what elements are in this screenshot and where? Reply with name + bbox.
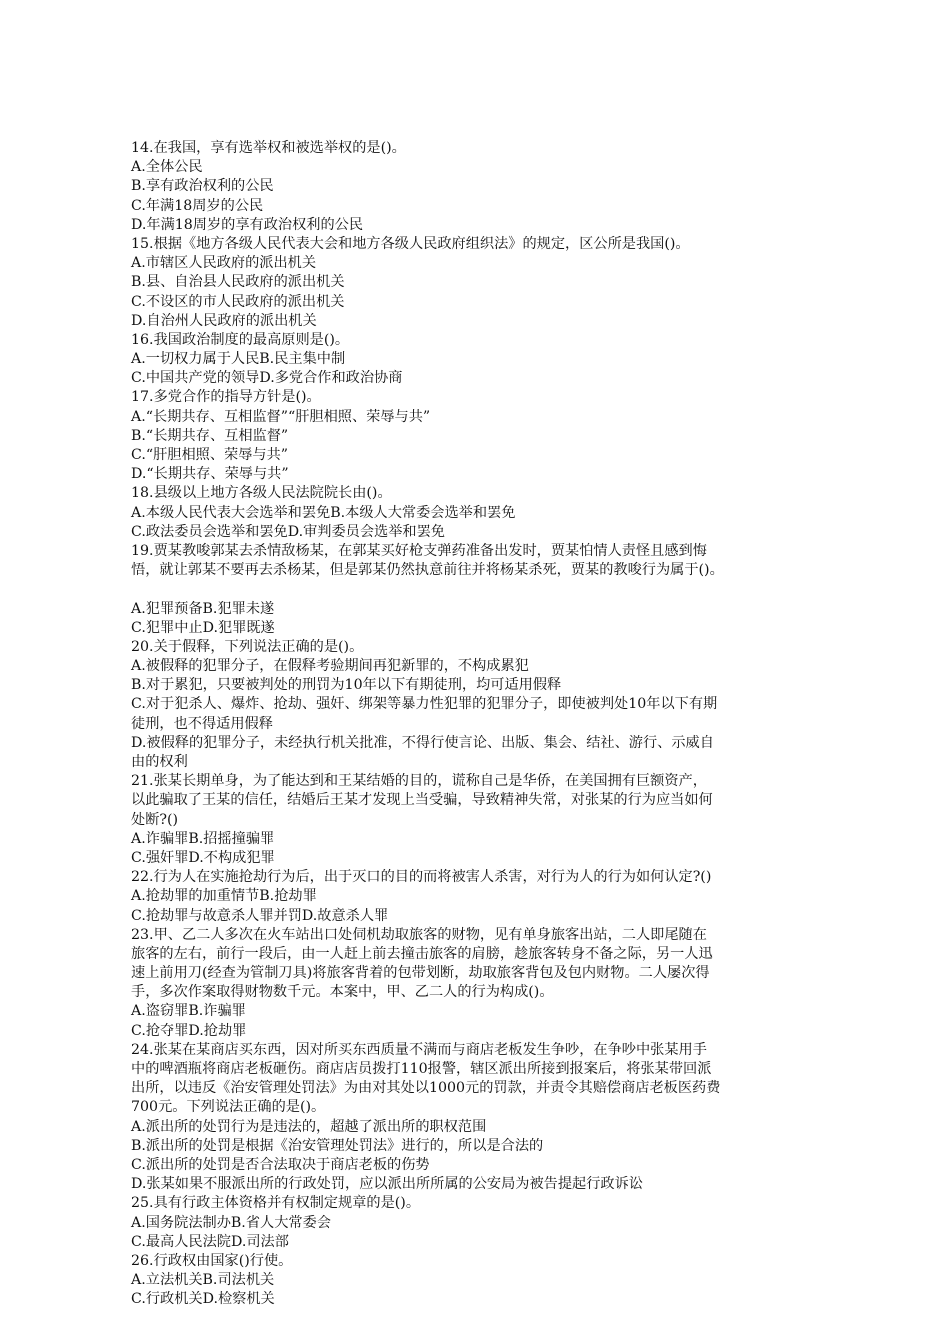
q16-stem: 16.我国政治制度的最高原则是()。 [131, 331, 350, 348]
q17-option-a: A.“长期共存、互相监督”“肝胆相照、荣辱与共” [131, 408, 431, 425]
q15-option-a: A.市辖区人民政府的派出机关 [131, 255, 317, 272]
q20-option-c-line-1: C.对于犯杀人、爆炸、抢劫、强奸、绑架等暴力性犯罪的犯罪分子，即使被判处10年以下有期 [131, 696, 718, 713]
q14-option-c: C.年满18周岁的公民 [131, 197, 264, 214]
q23-stem-line-3: 速上前用刀(经查为管制刀具)将旅客背着的包带划断，劫取旅客背包及包内财物。二人屡次得 [131, 965, 710, 982]
q17-option-b: B.“长期共存、互相监督” [131, 427, 289, 444]
q24-option-b: B.派出所的处罚是根据《治安管理处罚法》进行的，所以是合法的 [131, 1137, 544, 1154]
q14-option-a: A.全体公民 [131, 159, 203, 176]
q23-stem-line-4: 手，多次作案取得财物数千元。本案中，甲、乙二人的行为构成()。 [131, 984, 554, 1001]
q16-options-ab: A.一切权力属于人民B.民主集中制 [131, 351, 346, 368]
q20-option-d-line-1: D.被假释的犯罪分子，未经执行机关批准，不得行使言论、出版、集会、结社、游行、示威自 [131, 734, 714, 751]
q20-option-b: B.对于累犯，只要被判处的刑罚为10年以下有期徒刑，均可适用假释 [131, 677, 562, 694]
q19-stem-line-2: 悟，就让郭某不要再去杀杨某，但是郭某仍然执意前往并将杨某杀死，贾某的教唆行为属于()。 [131, 562, 724, 579]
document-page [131, 139, 826, 1309]
q24-stem-line-2: 中的啤酒瓶将商店老板砸伤。商店店员拨打110报警，辖区派出所接到报案后，将张某带回派 [131, 1061, 712, 1077]
q18-options-cd: C.政法委员会选举和罢免D.审判委员会选举和罢免 [131, 523, 445, 540]
q14-stem: 14.在我国，享有选举权和被选举权的是()。 [131, 140, 406, 156]
q15-option-d: D.自治州人民政府的派出机关 [131, 312, 317, 329]
q24-option-c: C.派出所的处罚是否合法取决于商店老板的伤势 [131, 1156, 430, 1173]
q23-stem-line-2: 旅客的左右，前行一段后，由一人赶上前去撞击旅客的肩膀，趁旅客转身不备之际，另一人迅 [131, 945, 713, 962]
q24-stem-line-3: 出所，以违反《治安管理处罚法》为由对其处以1000元的罚款，并责令其赔偿商店老板医药费 [131, 1080, 721, 1097]
q17-option-d: D.“长期共存、荣辱与共” [131, 466, 289, 483]
q15-stem: 15.根据《地方各级人民代表大会和地方各级人民政府组织法》的规定，区公所是我国()。 [131, 235, 690, 252]
q19-options-cd: C.犯罪中止D.犯罪既遂 [131, 619, 275, 636]
q20-option-d-line-2: 由的权利 [131, 754, 188, 770]
q16-options-cd: C.中国共产党的领导D.多党合作和政治协商 [131, 370, 403, 387]
q25-options-cd: C.最高人民法院D.司法部 [131, 1233, 289, 1250]
q22-stem: 22.行为人在实施抢劫行为后，出于灭口的目的而将被害人杀害，对行为人的行为如何认定?() [131, 869, 712, 886]
q18-options-ab: A.本级人民代表大会选举和罢免B.本级人大常委会选举和罢免 [131, 504, 516, 521]
q24-stem-line-1: 24.张某在某商店买东西，因对所买东西质量不满而与商店老板发生争吵，在争吵中张某用手 [131, 1041, 707, 1058]
q20-option-c-line-2: 徒刑，也不得适用假释 [131, 715, 273, 732]
q17-option-c: C.“肝胆相照、荣辱与共” [131, 447, 289, 463]
q21-stem-line-3: 处断?() [131, 811, 179, 828]
q14-option-d: D.年满18周岁的享有政治权利的公民 [131, 216, 364, 233]
q24-stem-line-4: 700元。下列说法正确的是()。 [131, 1099, 326, 1116]
q24-option-d: D.张某如果不服派出所的行政处罚，应以派出所所属的公安局为被告提起行政诉讼 [131, 1176, 643, 1193]
q25-stem: 25.具有行政主体资格并有权制定规章的是()。 [131, 1195, 421, 1212]
q15-option-c: C.不设区的市人民政府的派出机关 [131, 293, 345, 310]
q26-options-ab: A.立法机关B.司法机关 [131, 1272, 275, 1289]
q21-stem-line-1: 21.张某长期单身，为了能达到和王某结婚的目的，谎称自己是华侨，在美国拥有巨额资产， [131, 773, 707, 790]
q23-stem-line-1: 23.甲、乙二人多次在火车站出口处伺机劫取旅客的财物，见有单身旅客出站，二人即尾随在 [131, 926, 707, 943]
q24-option-a: A.派出所的处罚行为是违法的，超越了派出所的职权范围 [131, 1118, 487, 1135]
q21-stem-line-2: 以此骗取了王某的信任，结婚后王某才发现上当受骗，导致精神失常，对张某的行为应当如何 [131, 792, 713, 809]
q25-options-ab: A.国务院法制办B.省人大常委会 [131, 1214, 331, 1231]
q19-options-ab: A.犯罪预备B.犯罪未遂 [131, 600, 275, 617]
q26-options-cd: C.行政机关D.检察机关 [131, 1291, 275, 1308]
q19-stem-line-1: 19.贾某教唆郭某去杀情敌杨某，在郭某买好枪支弹药准备出发时，贾某怕情人责怪且感到悔 [131, 542, 707, 559]
q14-option-b: B.享有政治权利的公民 [131, 178, 274, 195]
q26-stem: 26.行政权由国家()行使。 [131, 1252, 293, 1269]
q17-stem: 17.多党合作的指导方针是()。 [131, 389, 321, 406]
q20-option-a: A.被假释的犯罪分子，在假释考验期间再犯新罪的，不构成累犯 [131, 658, 529, 675]
blank-line [131, 580, 826, 599]
q23-options-ab: A.盗窃罪B.诈骗罪 [131, 1003, 246, 1020]
q21-options-cd: C.强奸罪D.不构成犯罪 [131, 849, 275, 866]
q18-stem: 18.县级以上地方各级人民法院院长由()。 [131, 485, 392, 502]
q15-option-b: B.县、自治县人民政府的派出机关 [131, 274, 345, 291]
q21-options-ab: A.诈骗罪B.招摇撞骗罪 [131, 830, 275, 847]
q20-stem: 20.关于假释，下列说法正确的是()。 [131, 638, 364, 655]
q22-options-ab: A.抢劫罪的加重情节B.抢劫罪 [131, 888, 317, 905]
q22-options-cd: C.抢劫罪与故意杀人罪并罚D.故意杀人罪 [131, 907, 389, 924]
q23-options-cd: C.抢夺罪D.抢劫罪 [131, 1022, 247, 1039]
